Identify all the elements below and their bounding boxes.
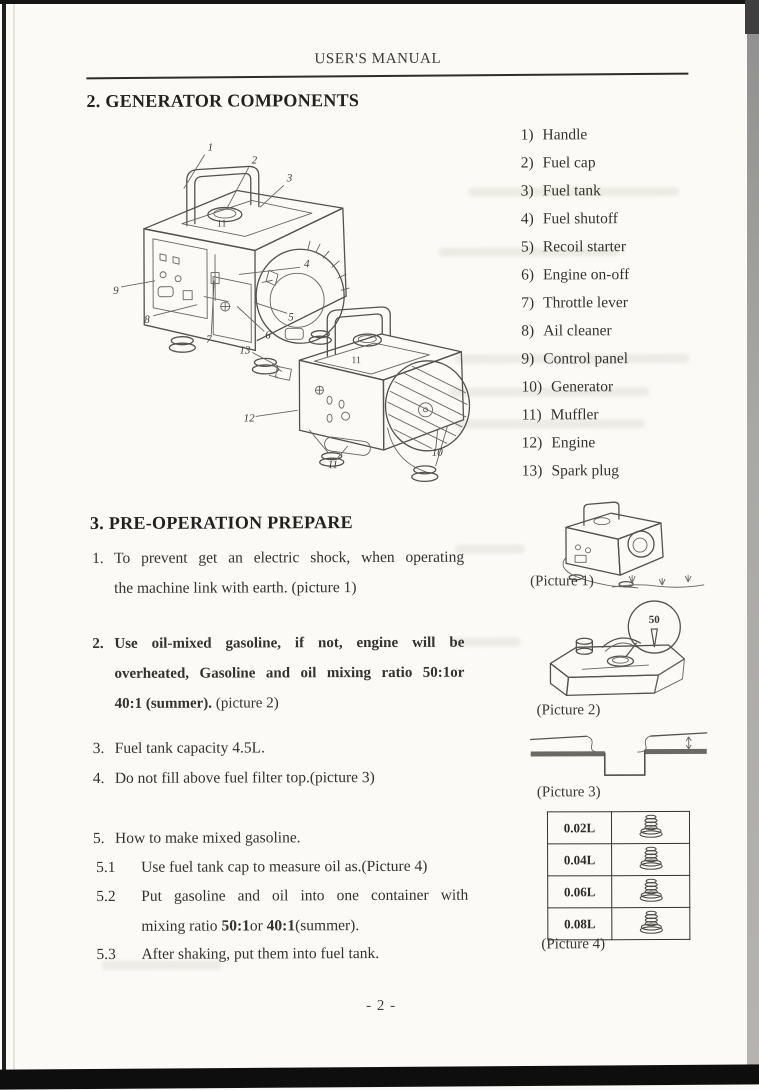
diagram-label-3: 3 xyxy=(286,172,293,185)
fuel-cap-icon xyxy=(612,843,690,875)
header-rule xyxy=(86,73,688,80)
components-list xyxy=(521,121,630,485)
component-item: 2) Fuel cap xyxy=(520,154,596,172)
component-item: 3) Fuel tank xyxy=(520,182,601,200)
table-row xyxy=(548,843,690,875)
component-item: 9) Control panel xyxy=(521,350,629,368)
table-row xyxy=(548,875,690,907)
scan-edge-right-corner xyxy=(745,0,759,34)
picture3-fuel-filter-drawing xyxy=(527,721,711,780)
instruction-item-1: 1. To prevent get an electric shock, when operating the machine link with earth. (picture 1) xyxy=(92,548,465,597)
scan-edge-bottom xyxy=(0,1064,759,1089)
diagram-body-mark-view1: 11 xyxy=(216,218,227,230)
section2-title: 2. GENERATOR COMPONENTS xyxy=(86,90,360,112)
diagram-label-7: 7 xyxy=(206,333,212,346)
picture4-caption: (Picture 4) xyxy=(541,936,606,953)
volume-cell: 0.08L xyxy=(548,908,612,940)
instruction-item-5-1: 5.1 Use fuel tank cap to measure oil as.(Picture 4) xyxy=(96,857,428,876)
table-row xyxy=(547,811,689,843)
header-title: USER'S MANUAL xyxy=(314,50,442,68)
instruction-item-5: 5. How to make mixed gasoline. xyxy=(93,829,301,848)
fuel-cap-icon xyxy=(612,907,690,939)
diagram-body-mark-view2: 11 xyxy=(351,355,362,367)
picture4-measure-table xyxy=(547,811,690,940)
instruction-item-2: 2. Use oil-mixed gasoline, if not, engine will be overheated, Gasoline and oil mixing ratio 50:1or 40:1 (summer). (picture 2) xyxy=(92,634,465,712)
component-item: 11) Muffler xyxy=(521,406,599,424)
component-item: 12) Engine xyxy=(521,434,596,452)
scan-edge-left xyxy=(2,0,6,1080)
component-item: 5) Recoil starter xyxy=(520,238,627,256)
fuel-cap-icon xyxy=(611,811,689,843)
diagram-label-1: 1 xyxy=(207,141,214,154)
instruction-item-5-3: 5.3 After shaking, put them into fuel tank. xyxy=(96,945,380,963)
diagram-label-11: 11 xyxy=(327,459,338,472)
fuel-cap-icon xyxy=(612,875,690,907)
diagram-label-2: 2 xyxy=(251,154,258,167)
page-number: - 2 - xyxy=(366,997,397,1015)
volume-cell: 0.04L xyxy=(548,844,612,876)
instruction-item-5-2: 5.2 Put gasoline and oil into one container with mixing ratio 50:1or 40:1(summer). xyxy=(96,886,469,935)
picture2-mixing-gauge-drawing xyxy=(532,599,708,702)
table-row xyxy=(548,907,690,939)
diagram-label-6: 6 xyxy=(265,329,271,342)
diagram-label-13: 13 xyxy=(239,344,251,357)
volume-cell: 0.06L xyxy=(548,876,612,908)
diagram-label-4: 4 xyxy=(304,258,310,271)
component-item: 8) Ail cleaner xyxy=(521,322,612,340)
scan-edge-top xyxy=(0,0,759,4)
section3-title: 3. PRE-OPERATION PREPARE xyxy=(89,512,354,534)
diagram-label-5: 5 xyxy=(288,311,294,324)
component-item: 1) Handle xyxy=(520,126,588,144)
component-item: 7) Throttle lever xyxy=(521,294,628,312)
component-item: 13) Spark plug xyxy=(521,462,620,480)
generator-diagram xyxy=(87,128,520,502)
volume-cell: 0.02L xyxy=(547,812,611,844)
picture3-caption: (Picture 3) xyxy=(536,784,601,801)
instruction-item-4: 4. Do not fill above fuel filter top.(picture 3) xyxy=(92,769,375,788)
component-item: 6) Engine on-off xyxy=(521,266,630,284)
page-fold-line xyxy=(13,0,15,1080)
instruction-item-3: 3. Fuel tank capacity 4.5L. xyxy=(92,739,265,758)
diagram-label-10: 10 xyxy=(431,446,443,459)
scan-edge-right xyxy=(747,0,759,1080)
picture2-caption: (Picture 2) xyxy=(536,702,601,719)
picture1-caption: (Picture 1) xyxy=(530,573,594,590)
component-item: 4) Fuel shutoff xyxy=(520,210,618,228)
diagram-label-9: 9 xyxy=(113,284,119,297)
diagram-label-8: 8 xyxy=(144,313,150,326)
bleed-through-smudge xyxy=(455,544,525,553)
diagram-label-12: 12 xyxy=(243,412,255,425)
component-item: 10) Generator xyxy=(521,378,614,396)
picture2-magnifier-value: 50 xyxy=(648,614,660,627)
